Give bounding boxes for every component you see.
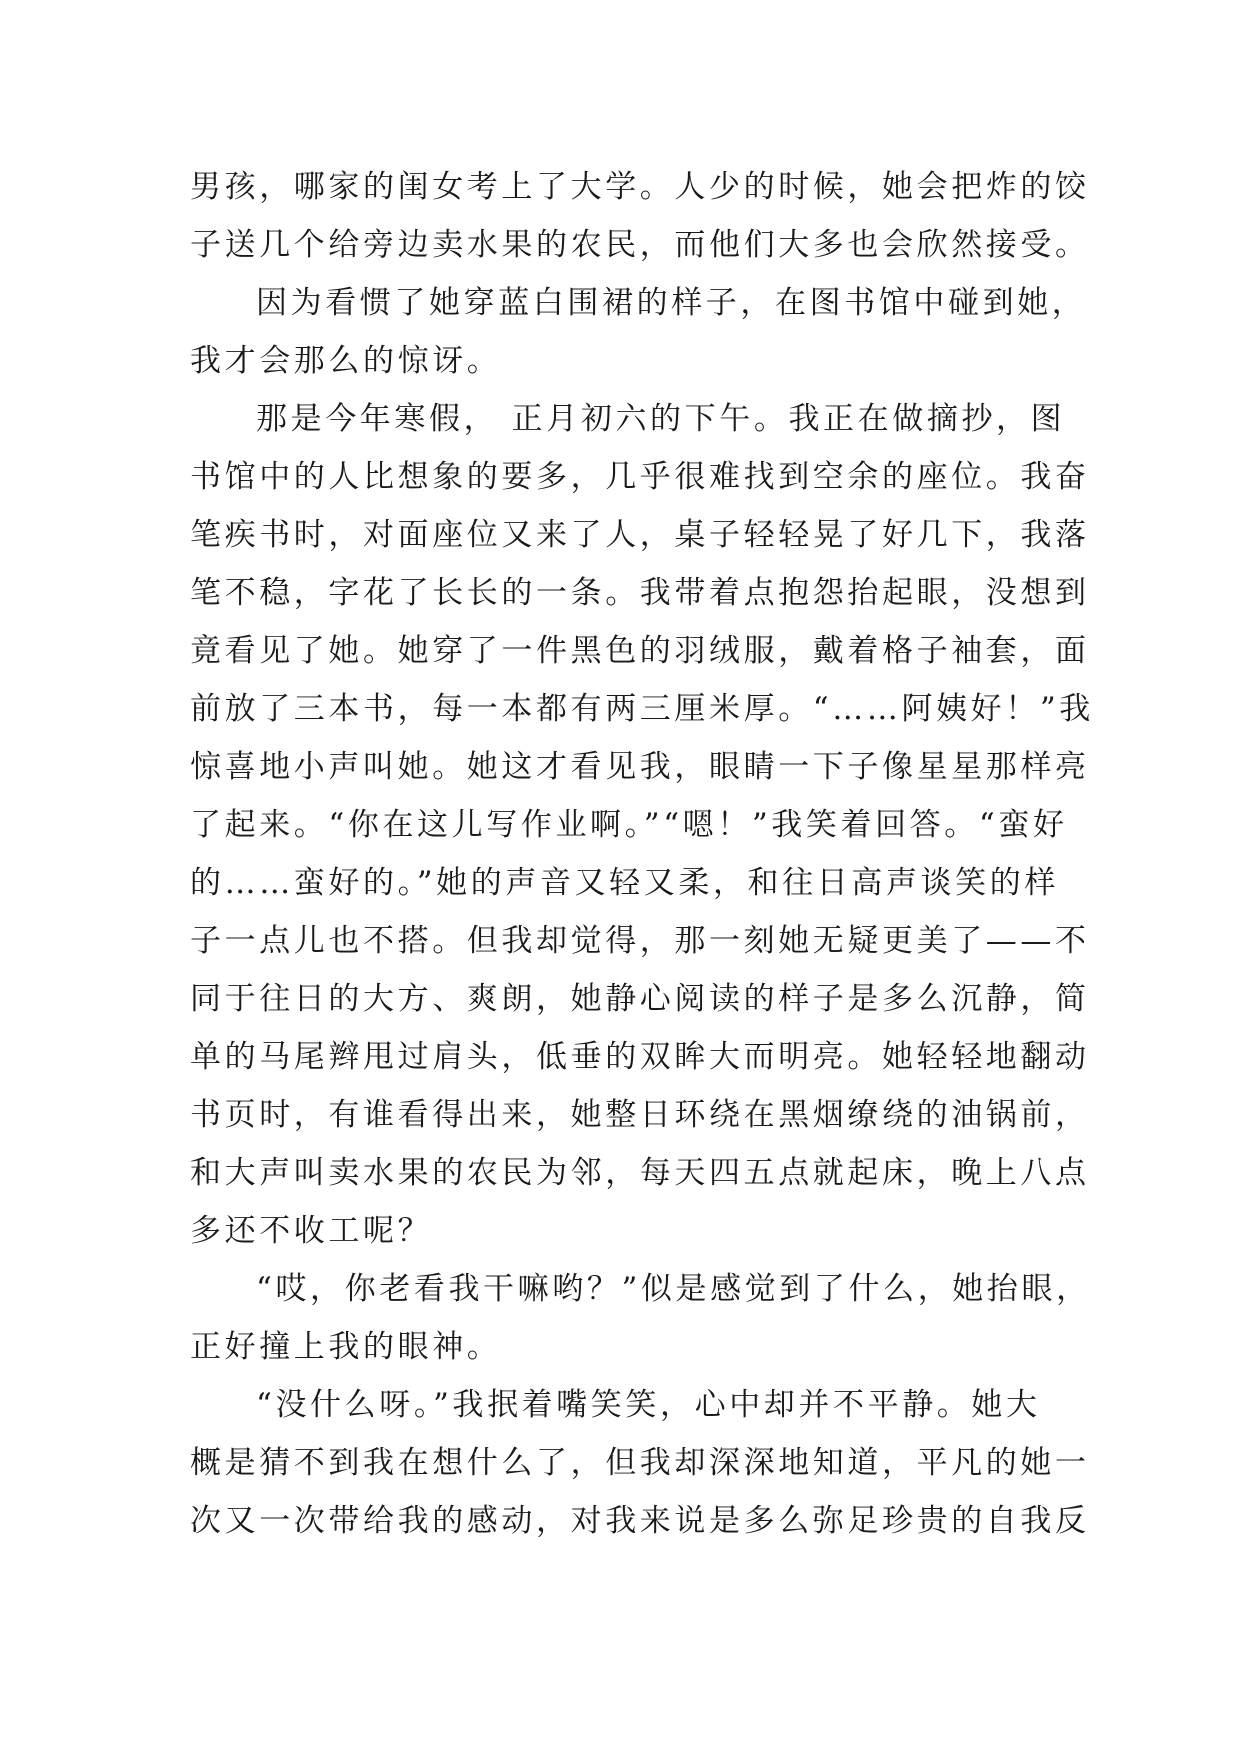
text-line: 单的马尾辫甩过肩头，低垂的双眸大而明亮。她轻轻地翻动 [190, 1039, 1090, 1075]
text-line: 笔疾书时，对面座位又来了人，桌子轻轻晃了好几下，我落 [190, 517, 1090, 553]
text-line: 同于往日的大方、爽朗，她静心阅读的样子是多么沉静，简 [190, 981, 1090, 1017]
text-line: 概是猜不到我在想什么了，但我却深深地知道，平凡的她一 [190, 1445, 1090, 1481]
text-line: 笔不稳，字花了长长的一条。我带着点抱怨抬起眼，没想到 [190, 575, 1090, 611]
text-line: 多还不收工呢？ [190, 1213, 433, 1249]
text-line: 子送几个给旁边卖水果的农民，而他们大多也会欣然接受。 [190, 227, 1090, 263]
paragraph-first-line: 那是今年寒假， 正月初六的下午。我正在做摘抄，图 [256, 401, 1066, 437]
text-line: 了起来。“你在这儿写作业啊。”“嗯！”我笑着回答。“蛮好 [190, 807, 1068, 843]
text-line: 惊喜地小声叫她。她这才看见我，眼睛一下子像星星那样亮 [190, 749, 1090, 785]
text-line: 前放了三本书，每一本都有两三厘米厚。“……阿姨好！”我 [190, 691, 1094, 727]
text-line: 的……蛮好的。”她的声音又轻又柔，和往日高声谈笑的样 [190, 865, 1059, 901]
text-line: 我才会那么的惊讶。 [190, 343, 502, 379]
text-line: 书页时，有谁看得出来，她整日环绕在黑烟缭绕的油锅前， [190, 1097, 1090, 1133]
text-line: 和大声叫卖水果的农民为邻，每天四五点就起床，晚上八点 [190, 1155, 1090, 1191]
body-text [190, 158, 1094, 1550]
paragraph-first-line: “没什么呀。”我抿着嘴笑笑，心中却并不平静。她大 [256, 1387, 1041, 1423]
paragraph-first-line: 因为看惯了她穿蓝白围裙的样子，在图书馆中碰到她， [256, 285, 1087, 321]
text-line: 正好撞上我的眼神。 [190, 1329, 502, 1365]
text-line: 书馆中的人比想象的要多，几乎很难找到空余的座位。我奋 [190, 459, 1090, 495]
text-line: 竟看见了她。她穿了一件黑色的羽绒服，戴着格子袖套，面 [190, 633, 1090, 669]
paragraph-first-line: “哎，你老看我干嘛哟？”似是感觉到了什么，她抬眼， [256, 1271, 1091, 1307]
text-line: 男孩，哪家的闺女考上了大学。人少的时候，她会把炸的饺 [190, 169, 1090, 205]
text-line: 子一点儿也不搭。但我却觉得，那一刻她无疑更美了——不 [190, 923, 1090, 959]
text-line: 次又一次带给我的感动，对我来说是多么弥足珍贵的自我反 [190, 1503, 1090, 1539]
